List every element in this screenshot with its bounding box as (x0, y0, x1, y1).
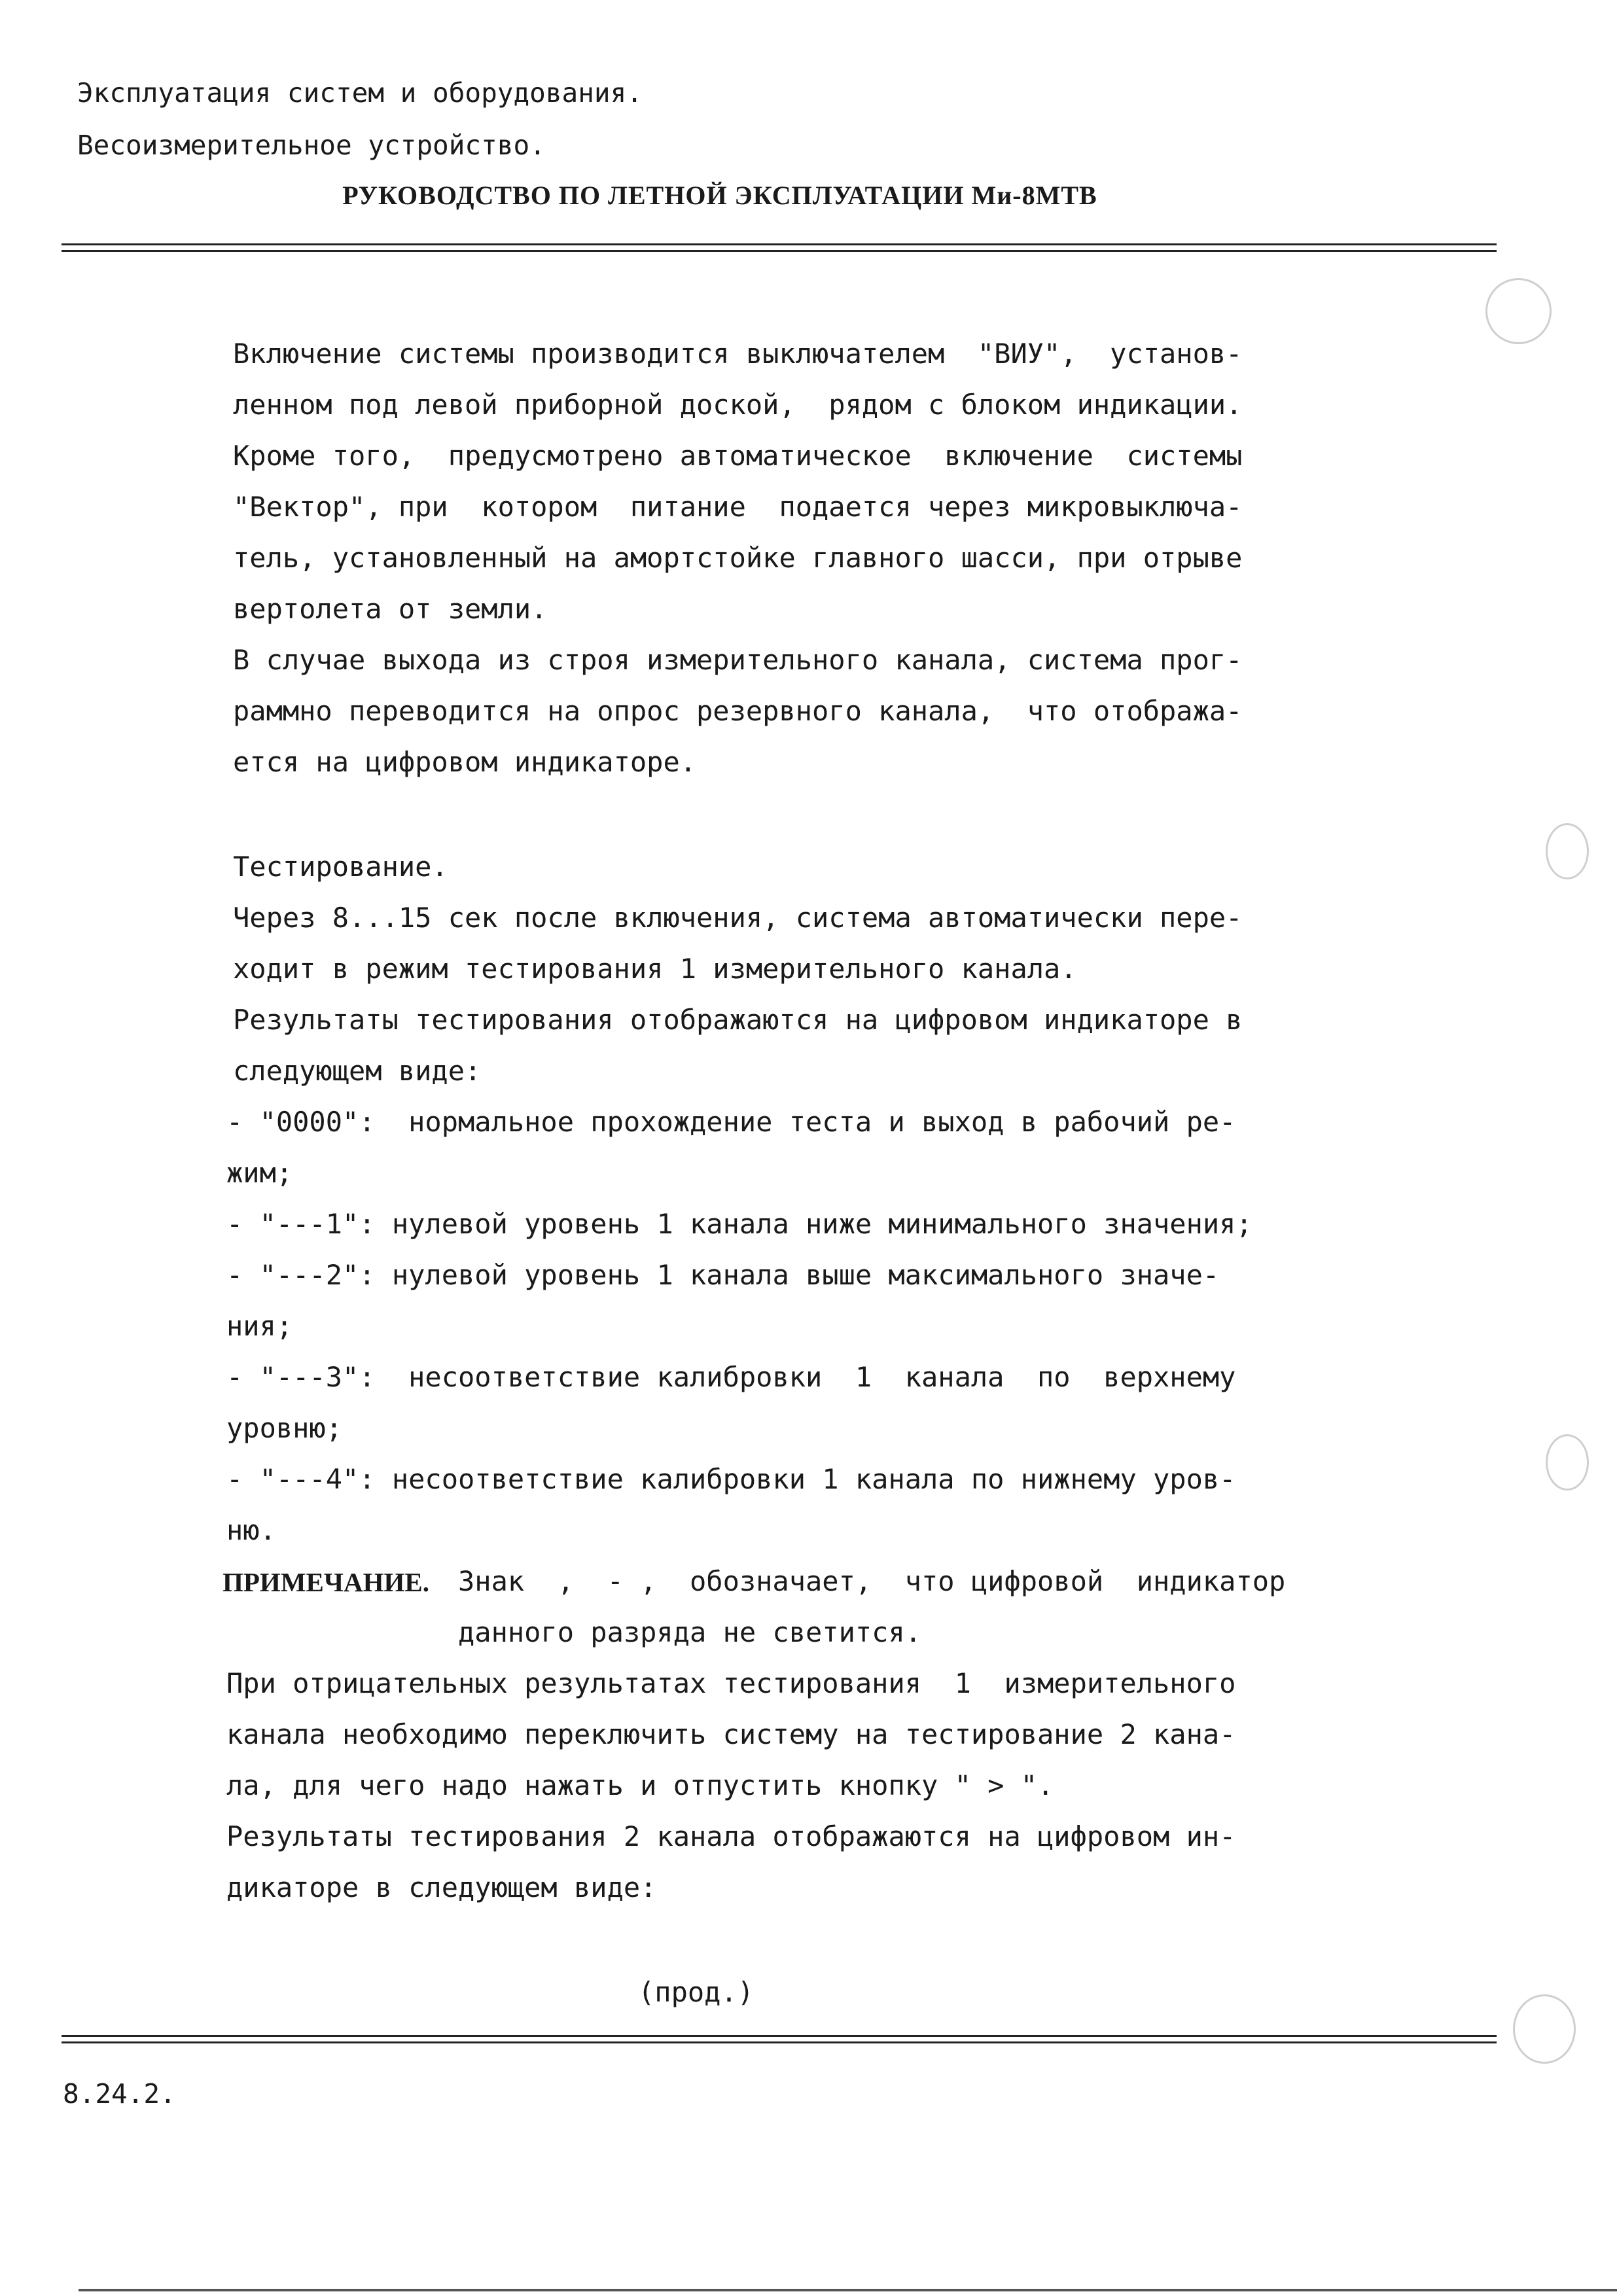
punch-hole (1485, 278, 1552, 344)
body-line: ется на цифровом индикаторе. (233, 746, 697, 778)
body-line: вертолета от земли. (233, 593, 548, 625)
body-line: Кроме того, предусмотрено автоматическое включение системы (233, 440, 1243, 472)
note-text: данного разряда не светится. (458, 1616, 922, 1648)
list-item: - "---2": нулевой уровень 1 канала выше максимального значе- (226, 1259, 1220, 1291)
body-line: дикаторе в следующем виде: (226, 1871, 657, 1903)
body-line: Результаты тестирования 2 канала отображаются на цифровом ин- (226, 1820, 1236, 1852)
list-item: ния; (226, 1310, 293, 1342)
note-text: Знак , - , обозначает, что цифровой индикатор (458, 1565, 1286, 1597)
body-line: Результаты тестирования отображаются на цифровом индикаторе в (233, 1004, 1243, 1036)
subsection-header: Весоизмерительное устройство. (77, 130, 546, 161)
note-label: ПРИМЕЧАНИЕ. (222, 1567, 429, 1597)
body-line: тель, установленный на амортстойке главного шасси, при отрыве (233, 542, 1243, 574)
body-line: ленном под левой приборной доской, рядом с блоком индикации. (233, 389, 1243, 421)
page-number: 8.24.2. (63, 2078, 176, 2110)
footer-rule-bottom (62, 2041, 1497, 2043)
body-line: ходит в режим тестирования 1 измерительного канала. (233, 953, 1077, 985)
punch-hole (1546, 823, 1589, 879)
body-line: Включение системы производится выключателем "ВИУ", установ- (233, 338, 1243, 370)
list-item: уровню; (226, 1412, 343, 1444)
header-rule-bottom (62, 250, 1497, 252)
list-item: - "---4": несоответствие калибровки 1 канала по нижнему уров- (226, 1463, 1236, 1495)
section-heading-testing: Тестирование. (233, 851, 448, 883)
header-rule-top (62, 243, 1497, 245)
list-item: - "---1": нулевой уровень 1 канала ниже минимального значения; (226, 1208, 1253, 1240)
body-line: "Вектор", при котором питание подается через микровыключа- (233, 491, 1243, 523)
body-line: Через 8...15 сек после включения, система автоматически пере- (233, 902, 1243, 934)
body-line: канала необходимо переключить систему на тестирование 2 кана- (226, 1718, 1236, 1750)
body-line: ла, для чего надо нажать и отпустить кнопку " > ". (226, 1769, 1054, 1801)
continued-marker: (прод.) (638, 1976, 755, 2008)
body-line: следующем виде: (233, 1055, 482, 1087)
footer-rule-top (62, 2035, 1497, 2037)
body-line: В случае выхода из строя измерительного канала, система прог- (233, 644, 1243, 676)
punch-hole (1513, 1994, 1576, 2064)
list-item: ню. (226, 1514, 276, 1546)
manual-title: РУКОВОДСТВО ПО ЛЕТНОЙ ЭКСПЛУАТАЦИИ Ми-8МТВ (342, 181, 1097, 210)
section-header: Эксплуатация систем и оборудования. (77, 77, 643, 109)
punch-hole (1546, 1434, 1589, 1491)
list-item: - "0000": нормальное прохождение теста и выход в рабочий ре- (226, 1106, 1236, 1138)
list-item: - "---3": несоответствие калибровки 1 канала по верхнему (226, 1361, 1236, 1393)
list-item: жим; (226, 1157, 293, 1189)
body-line: раммно переводится на опрос резервного канала, что отобража- (233, 695, 1243, 727)
body-line: При отрицательных результатах тестирования 1 измерительного (226, 1667, 1236, 1699)
scan-edge (79, 2289, 1617, 2291)
